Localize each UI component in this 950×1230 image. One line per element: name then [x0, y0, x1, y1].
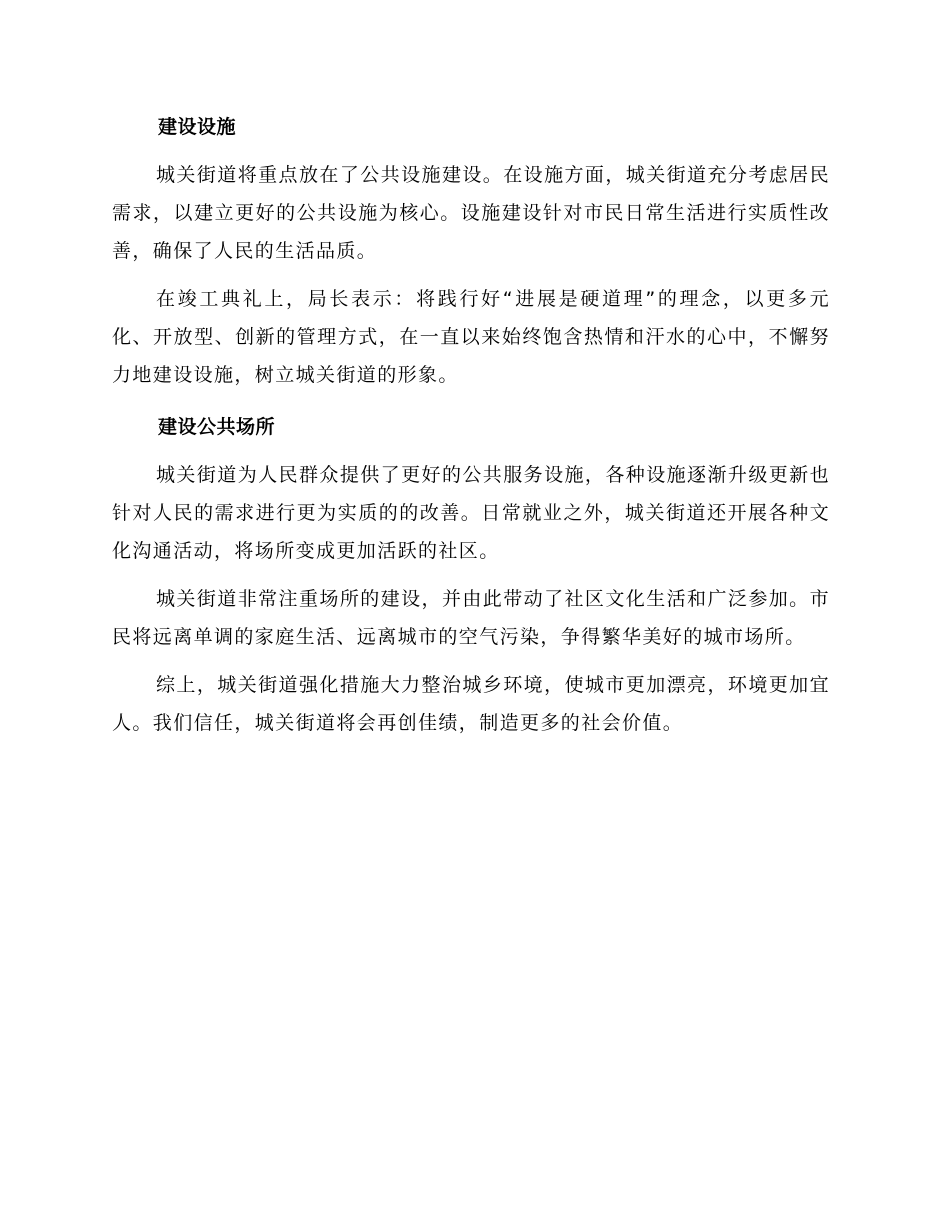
paragraph: 城关街道将重点放在了公共设施建设。在设施方面，城关街道充分考虑居民需求，以建立更好的公共设施为核心。设施建设针对市民日常生活进行实质性改善，确保了人民的生活品质。: [112, 164, 830, 262]
section-heading-facilities: 建设设施: [158, 116, 237, 138]
document-body: [112, 108, 830, 752]
paragraph: 在竣工典礼上，局长表示：将践行好“进展是硬道理”的理念，以更多元化、开放型、创新的管理方式，在一直以来始终饱含热情和汗水的心中，不懈努力地建设设施，树立城关街道的形象。: [112, 288, 830, 386]
paragraph: 城关街道为人民群众提供了更好的公共服务设施，各种设施逐渐升级更新也针对人民的需求进行更为实质的的改善。日常就业之外，城关街道还开展各种文化沟通活动，将场所变成更加活跃的社区。: [112, 464, 830, 562]
section-heading-public-places: 建设公共场所: [158, 416, 276, 438]
paragraph: 城关街道非常注重场所的建设，并由此带动了社区文化生活和广泛参加。市民将远离单调的家庭生活、远离城市的空气污染，争得繁华美好的城市场所。: [112, 588, 830, 648]
paragraph: 综上，城关街道强化措施大力整治城乡环境，使城市更加漂亮，环境更加宜人。我们信任，城关街道将会再创佳绩，制造更多的社会价值。: [112, 674, 830, 734]
